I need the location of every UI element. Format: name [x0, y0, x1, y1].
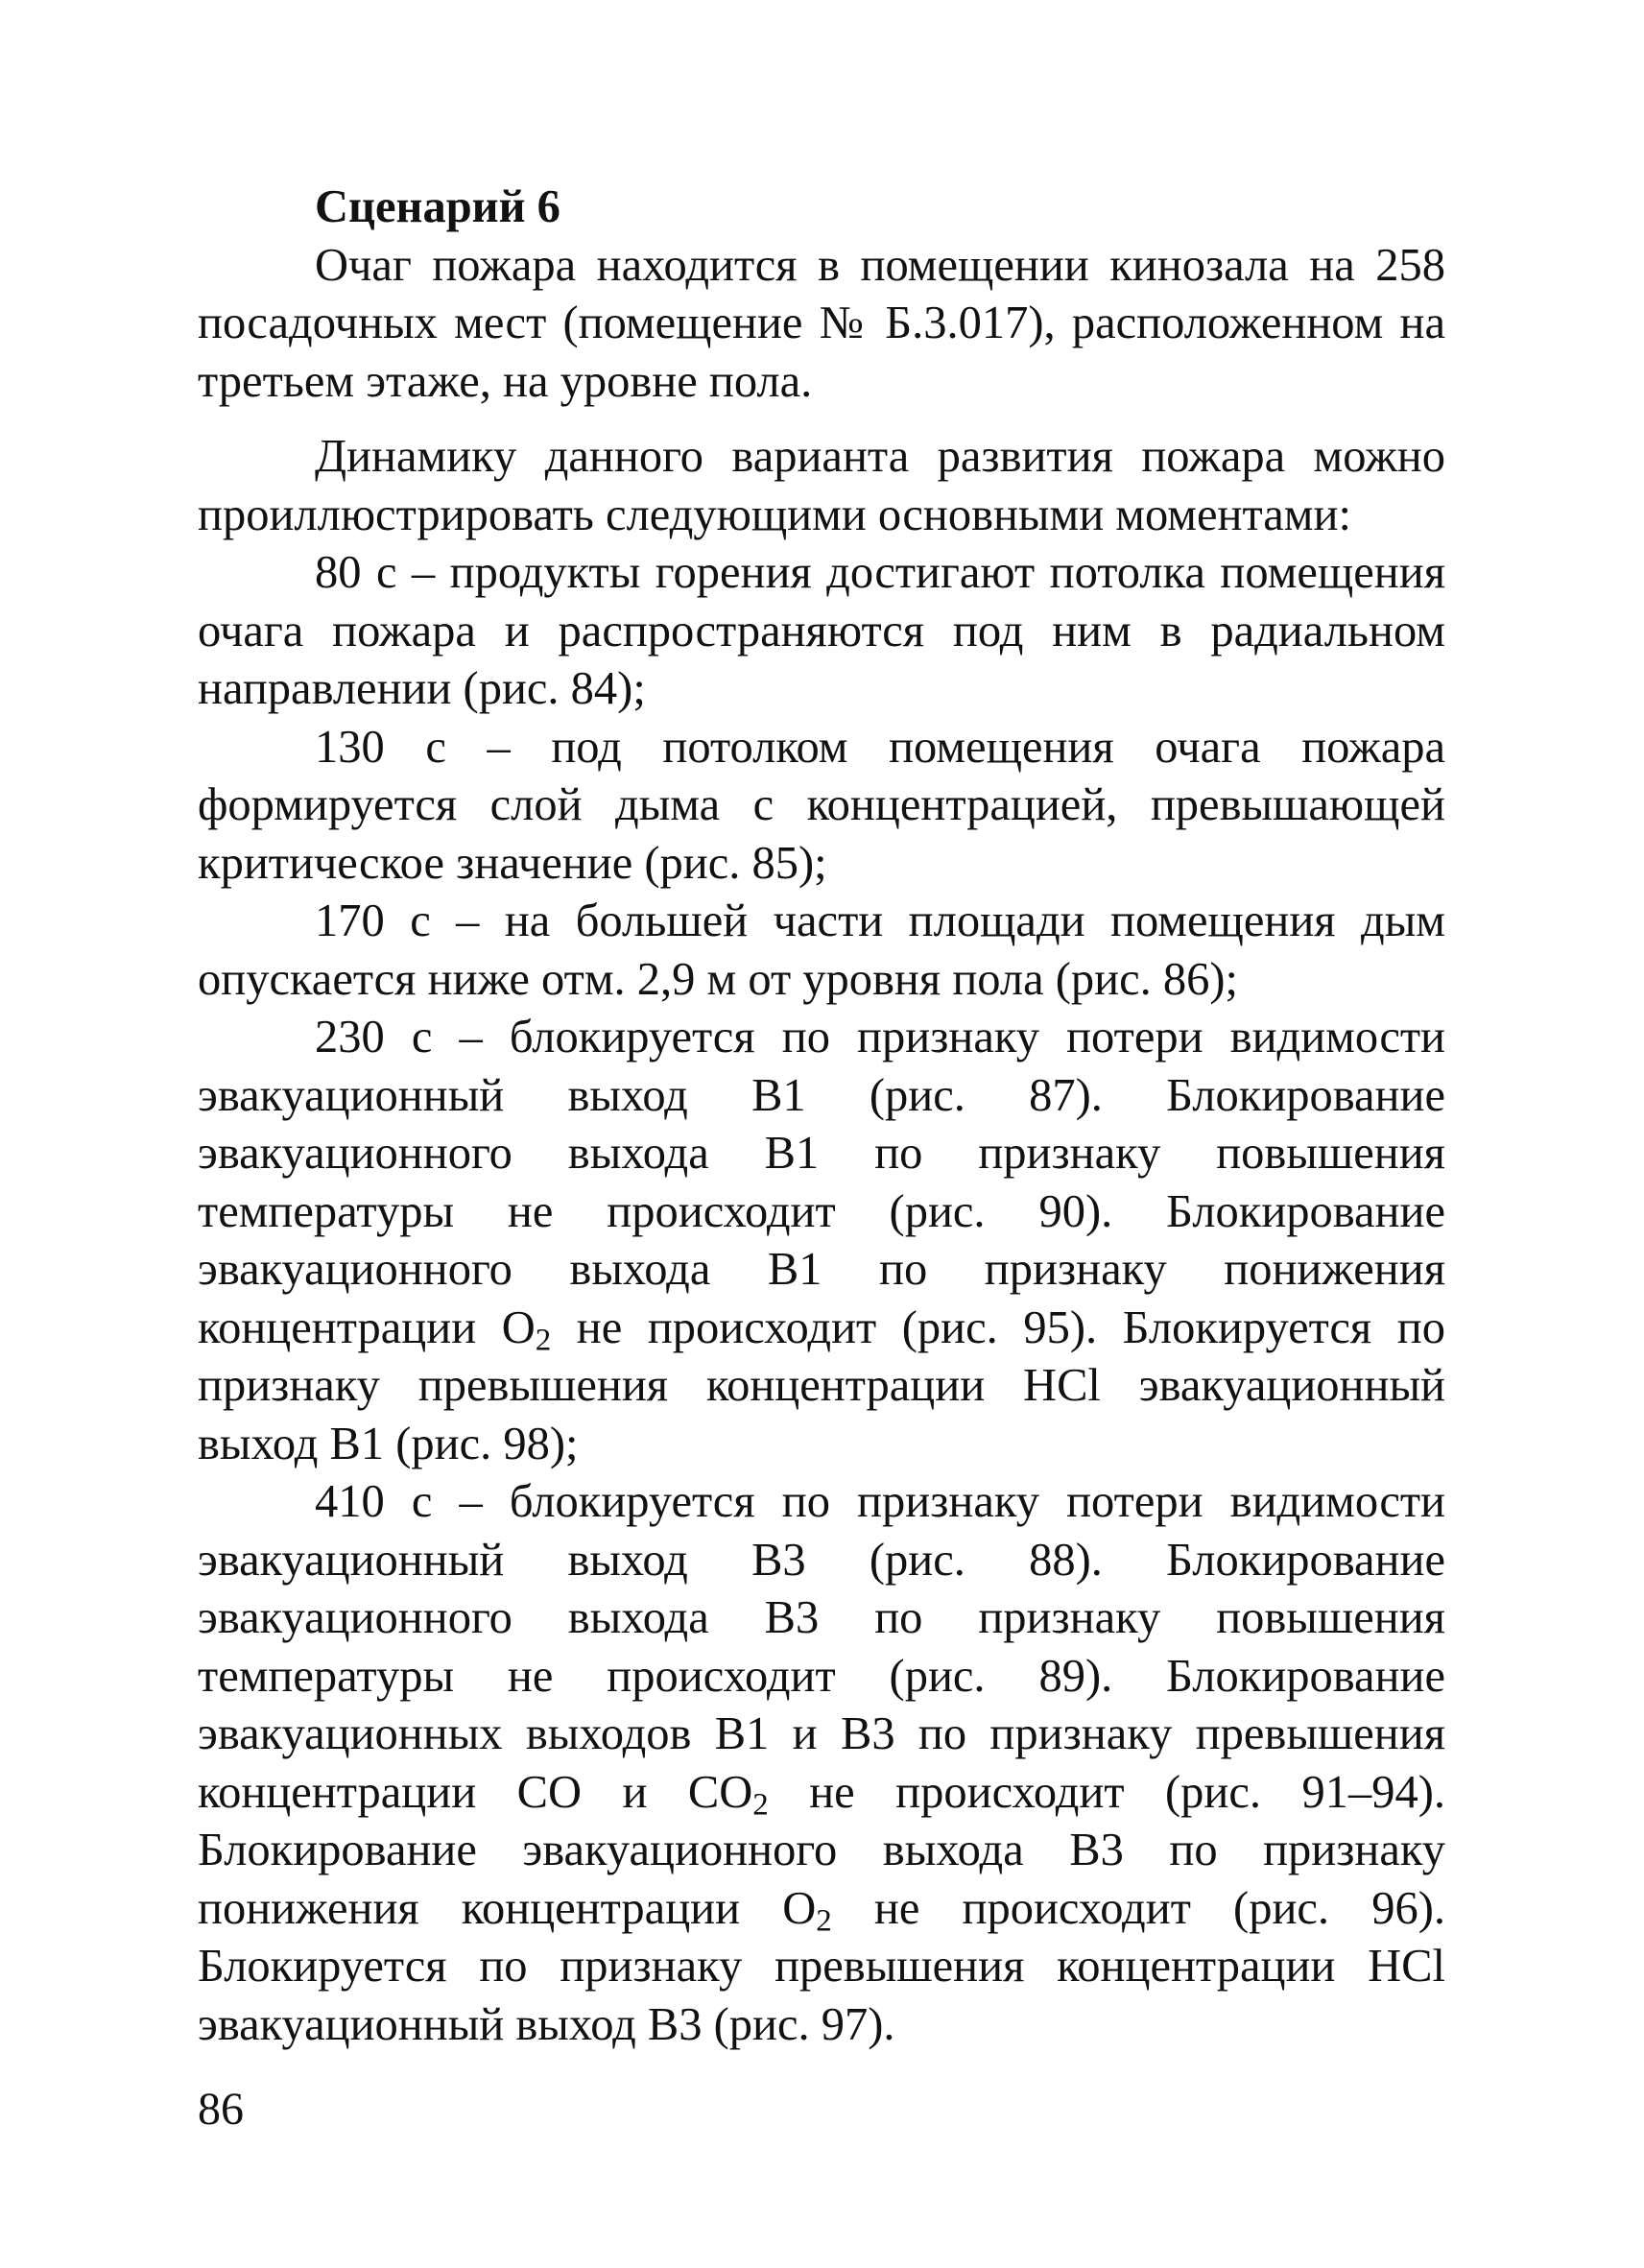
subscript-o2: 2	[816, 1902, 832, 1938]
paragraph-dynamics: Динамику данного варианта развития пожара можно проиллюстрировать следующими основными моментами:	[198, 431, 1445, 540]
paragraph-410s	[198, 1473, 1445, 2054]
paragraph-410s-part-b: не происходит (рис. 91–94). Блокирование эвакуационного выхода В3 по признаку понижения концентрации О	[198, 1766, 1445, 1934]
paragraph-170s: 170 с – на большей части площади помещения дым опускается ниже отм. 2,9 м от уровня пола (рис. 86);	[198, 895, 1445, 1005]
paragraph-intro: Очаг пожара находится в помещении кинозала на 258 посадочных мест (помещение № Б.3.017), расположенном на третьем этаже, на уровне пола.	[198, 239, 1445, 407]
subscript-o2: 2	[535, 1322, 552, 1357]
body-text	[198, 179, 1445, 2054]
paragraph-230s-part-a: 230 с – блокируется по признаку потери видимости эвакуационный выход В1 (рис. 87). Блокирование эвакуационного выхода В1 по признаку повышения температуры не происходит (рис. 90). Блокирование эвакуационного выхода В1 по признаку понижения концентрации О	[198, 1012, 1445, 1353]
paragraph-80s: 80 с – продукты горения достигают потолка помещения очага пожара и распространяются под ним в радиальном направлении (рис. 84);	[198, 547, 1445, 714]
paragraph-230s-part-b: не происходит (рис. 95). Блокируется по признаку превышения концентрации HCl эвакуационный выход В1 (рис. 98);	[198, 1301, 1445, 1469]
paragraph-130s: 130 с – под потолком помещения очага пожара формируется слой дыма с концентрацией, превышающей критическое значение (рис. 85);	[198, 721, 1445, 889]
page-number: 86	[198, 2084, 244, 2135]
paragraph-230s	[198, 1009, 1445, 1473]
subscript-co2: 2	[752, 1786, 769, 1822]
paragraph-410s-part-c: не происходит (рис. 96). Блокируется по признаку превышения концентрации HCl эвакуационный выход В3 (рис. 97).	[198, 1882, 1445, 2050]
section-heading: Сценарий 6	[315, 181, 560, 232]
paragraph-410s-part-a: 410 с – блокируется по признаку потери видимости эвакуационный выход В3 (рис. 88). Блокирование эвакуационного выхода В3 по признаку повышения температуры не происходит (рис. 89). Блокирование эвакуационных выходов В1 и В3 по признаку превышения концентрации СО и СО	[198, 1476, 1445, 1818]
